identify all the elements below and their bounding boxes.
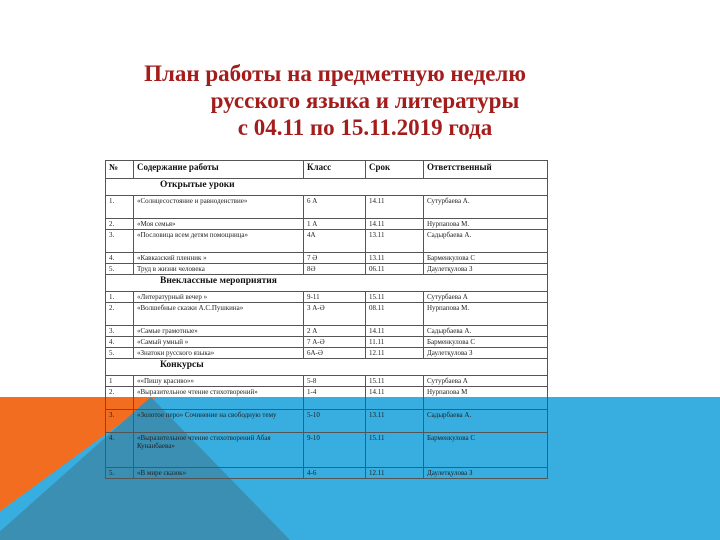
section-row bbox=[106, 359, 548, 376]
cell-responsible: Сутурбаева А bbox=[424, 376, 548, 387]
cell-date: 12.11 bbox=[366, 348, 424, 359]
header-num: № bbox=[106, 161, 134, 179]
section-title: Конкурсы bbox=[106, 359, 548, 376]
table-row bbox=[106, 433, 548, 468]
cell-class: 9-11 bbox=[304, 292, 366, 303]
table-row bbox=[106, 468, 548, 479]
cell-responsible: Даулетқулова З bbox=[424, 468, 548, 479]
cell-class: 7 А-Ә bbox=[304, 337, 366, 348]
cell-date: 14.11 bbox=[366, 219, 424, 230]
cell-content: «Солнцесостояние и равноденствие» bbox=[134, 196, 304, 219]
table-row bbox=[106, 387, 548, 410]
cell-responsible: Нурпапова М. bbox=[424, 219, 548, 230]
cell-num: 3. bbox=[106, 230, 134, 253]
cell-class: 2 А bbox=[304, 326, 366, 337]
section-row bbox=[106, 275, 548, 292]
table-row bbox=[106, 410, 548, 433]
cell-num: 4. bbox=[106, 337, 134, 348]
cell-content: «Кавказский пленник » bbox=[134, 253, 304, 264]
cell-responsible: Сутурбаева А. bbox=[424, 196, 548, 219]
cell-content: «Пословица всем детям помощница» bbox=[134, 230, 304, 253]
section-title: Открытые уроки bbox=[106, 179, 548, 196]
header-class: Класс bbox=[304, 161, 366, 179]
title-line-2: русского языка и литературы bbox=[210, 88, 520, 113]
cell-num: 1 bbox=[106, 376, 134, 387]
plan-table bbox=[105, 160, 548, 479]
cell-responsible: Нурпапова М. bbox=[424, 303, 548, 326]
cell-date: 12.11 bbox=[366, 468, 424, 479]
table-header-row bbox=[106, 161, 548, 179]
cell-num: 5. bbox=[106, 264, 134, 275]
table-row bbox=[106, 348, 548, 359]
cell-class: 4А bbox=[304, 230, 366, 253]
table-row bbox=[106, 264, 548, 275]
cell-content: ««Пишу красиво»» bbox=[134, 376, 304, 387]
header-content: Содержание работы bbox=[134, 161, 304, 179]
cell-date: 13.11 bbox=[366, 410, 424, 433]
cell-date: 14.11 bbox=[366, 196, 424, 219]
cell-content: «Выразительное чтение стихотворений Абая Кунанбаева» bbox=[134, 433, 304, 468]
section-row bbox=[106, 179, 548, 196]
cell-class: 1 А bbox=[304, 219, 366, 230]
cell-responsible: Даулетқулова З bbox=[424, 264, 548, 275]
table-row bbox=[106, 230, 548, 253]
cell-responsible: Садырбаева А. bbox=[424, 326, 548, 337]
title-line-1: План работы на предметную неделю bbox=[144, 61, 526, 86]
section-title: Внеклассные мероприятия bbox=[106, 275, 548, 292]
cell-responsible: Барменкулова С bbox=[424, 433, 548, 468]
cell-num: 2. bbox=[106, 219, 134, 230]
cell-date: 15.11 bbox=[366, 376, 424, 387]
table-row bbox=[106, 376, 548, 387]
cell-responsible: Нурпапова М bbox=[424, 387, 548, 410]
cell-date: 15.11 bbox=[366, 292, 424, 303]
cell-num: 4. bbox=[106, 253, 134, 264]
cell-content: «В мире сказок» bbox=[134, 468, 304, 479]
table-row bbox=[106, 292, 548, 303]
cell-date: 13.11 bbox=[366, 253, 424, 264]
cell-content: «Моя семья» bbox=[134, 219, 304, 230]
cell-content: «Самый умный » bbox=[134, 337, 304, 348]
cell-content: «Волшебные сказки А.С.Пушкина» bbox=[134, 303, 304, 326]
cell-num: 3. bbox=[106, 410, 134, 433]
cell-content: «Золотое перо» Сочинение на свободную тему bbox=[134, 410, 304, 433]
cell-num: 5. bbox=[106, 348, 134, 359]
cell-responsible: Сутурбаева А bbox=[424, 292, 548, 303]
table-row bbox=[106, 253, 548, 264]
table-row bbox=[106, 326, 548, 337]
cell-class: 1-4 bbox=[304, 387, 366, 410]
cell-content: «Выразительное чтение стихотворений» bbox=[134, 387, 304, 410]
cell-class: 5-10 bbox=[304, 410, 366, 433]
cell-class: 8Ә bbox=[304, 264, 366, 275]
cell-class: 4-6 bbox=[304, 468, 366, 479]
table-row bbox=[106, 337, 548, 348]
cell-date: 14.11 bbox=[366, 387, 424, 410]
table-row bbox=[106, 303, 548, 326]
cell-class: 7 Ә bbox=[304, 253, 366, 264]
cell-num: 1. bbox=[106, 196, 134, 219]
cell-date: 08.11 bbox=[366, 303, 424, 326]
cell-num: 2. bbox=[106, 303, 134, 326]
cell-class: 6А-Ә bbox=[304, 348, 366, 359]
cell-class: 6 А bbox=[304, 196, 366, 219]
cell-date: 15.11 bbox=[366, 433, 424, 468]
header-responsible: Ответственный bbox=[424, 161, 548, 179]
header-date: Срок bbox=[366, 161, 424, 179]
cell-date: 06.11 bbox=[366, 264, 424, 275]
cell-class: 3 А-Ә bbox=[304, 303, 366, 326]
table-row bbox=[106, 219, 548, 230]
cell-content: «Литературный вечер » bbox=[134, 292, 304, 303]
table-row bbox=[106, 196, 548, 219]
cell-num: 1. bbox=[106, 292, 134, 303]
page-title bbox=[120, 60, 580, 141]
cell-content: «Знатоки русского языка» bbox=[134, 348, 304, 359]
cell-content: «Самые грамотные» bbox=[134, 326, 304, 337]
cell-responsible: Барменкулова С bbox=[424, 337, 548, 348]
cell-date: 11.11 bbox=[366, 337, 424, 348]
cell-num: 5. bbox=[106, 468, 134, 479]
cell-num: 3. bbox=[106, 326, 134, 337]
cell-responsible: Садырбаева А. bbox=[424, 410, 548, 433]
cell-num: 4. bbox=[106, 433, 134, 468]
title-line-3: с 04.11 по 15.11.2019 года bbox=[237, 115, 493, 140]
cell-date: 13.11 bbox=[366, 230, 424, 253]
cell-class: 9-10 bbox=[304, 433, 366, 468]
cell-class: 5-8 bbox=[304, 376, 366, 387]
cell-content: Труд в жизни человека bbox=[134, 264, 304, 275]
cell-responsible: Садырбаева А. bbox=[424, 230, 548, 253]
cell-date: 14.11 bbox=[366, 326, 424, 337]
cell-responsible: Даулетқулова З bbox=[424, 348, 548, 359]
cell-num: 2. bbox=[106, 387, 134, 410]
cell-responsible: Барменкулова С bbox=[424, 253, 548, 264]
